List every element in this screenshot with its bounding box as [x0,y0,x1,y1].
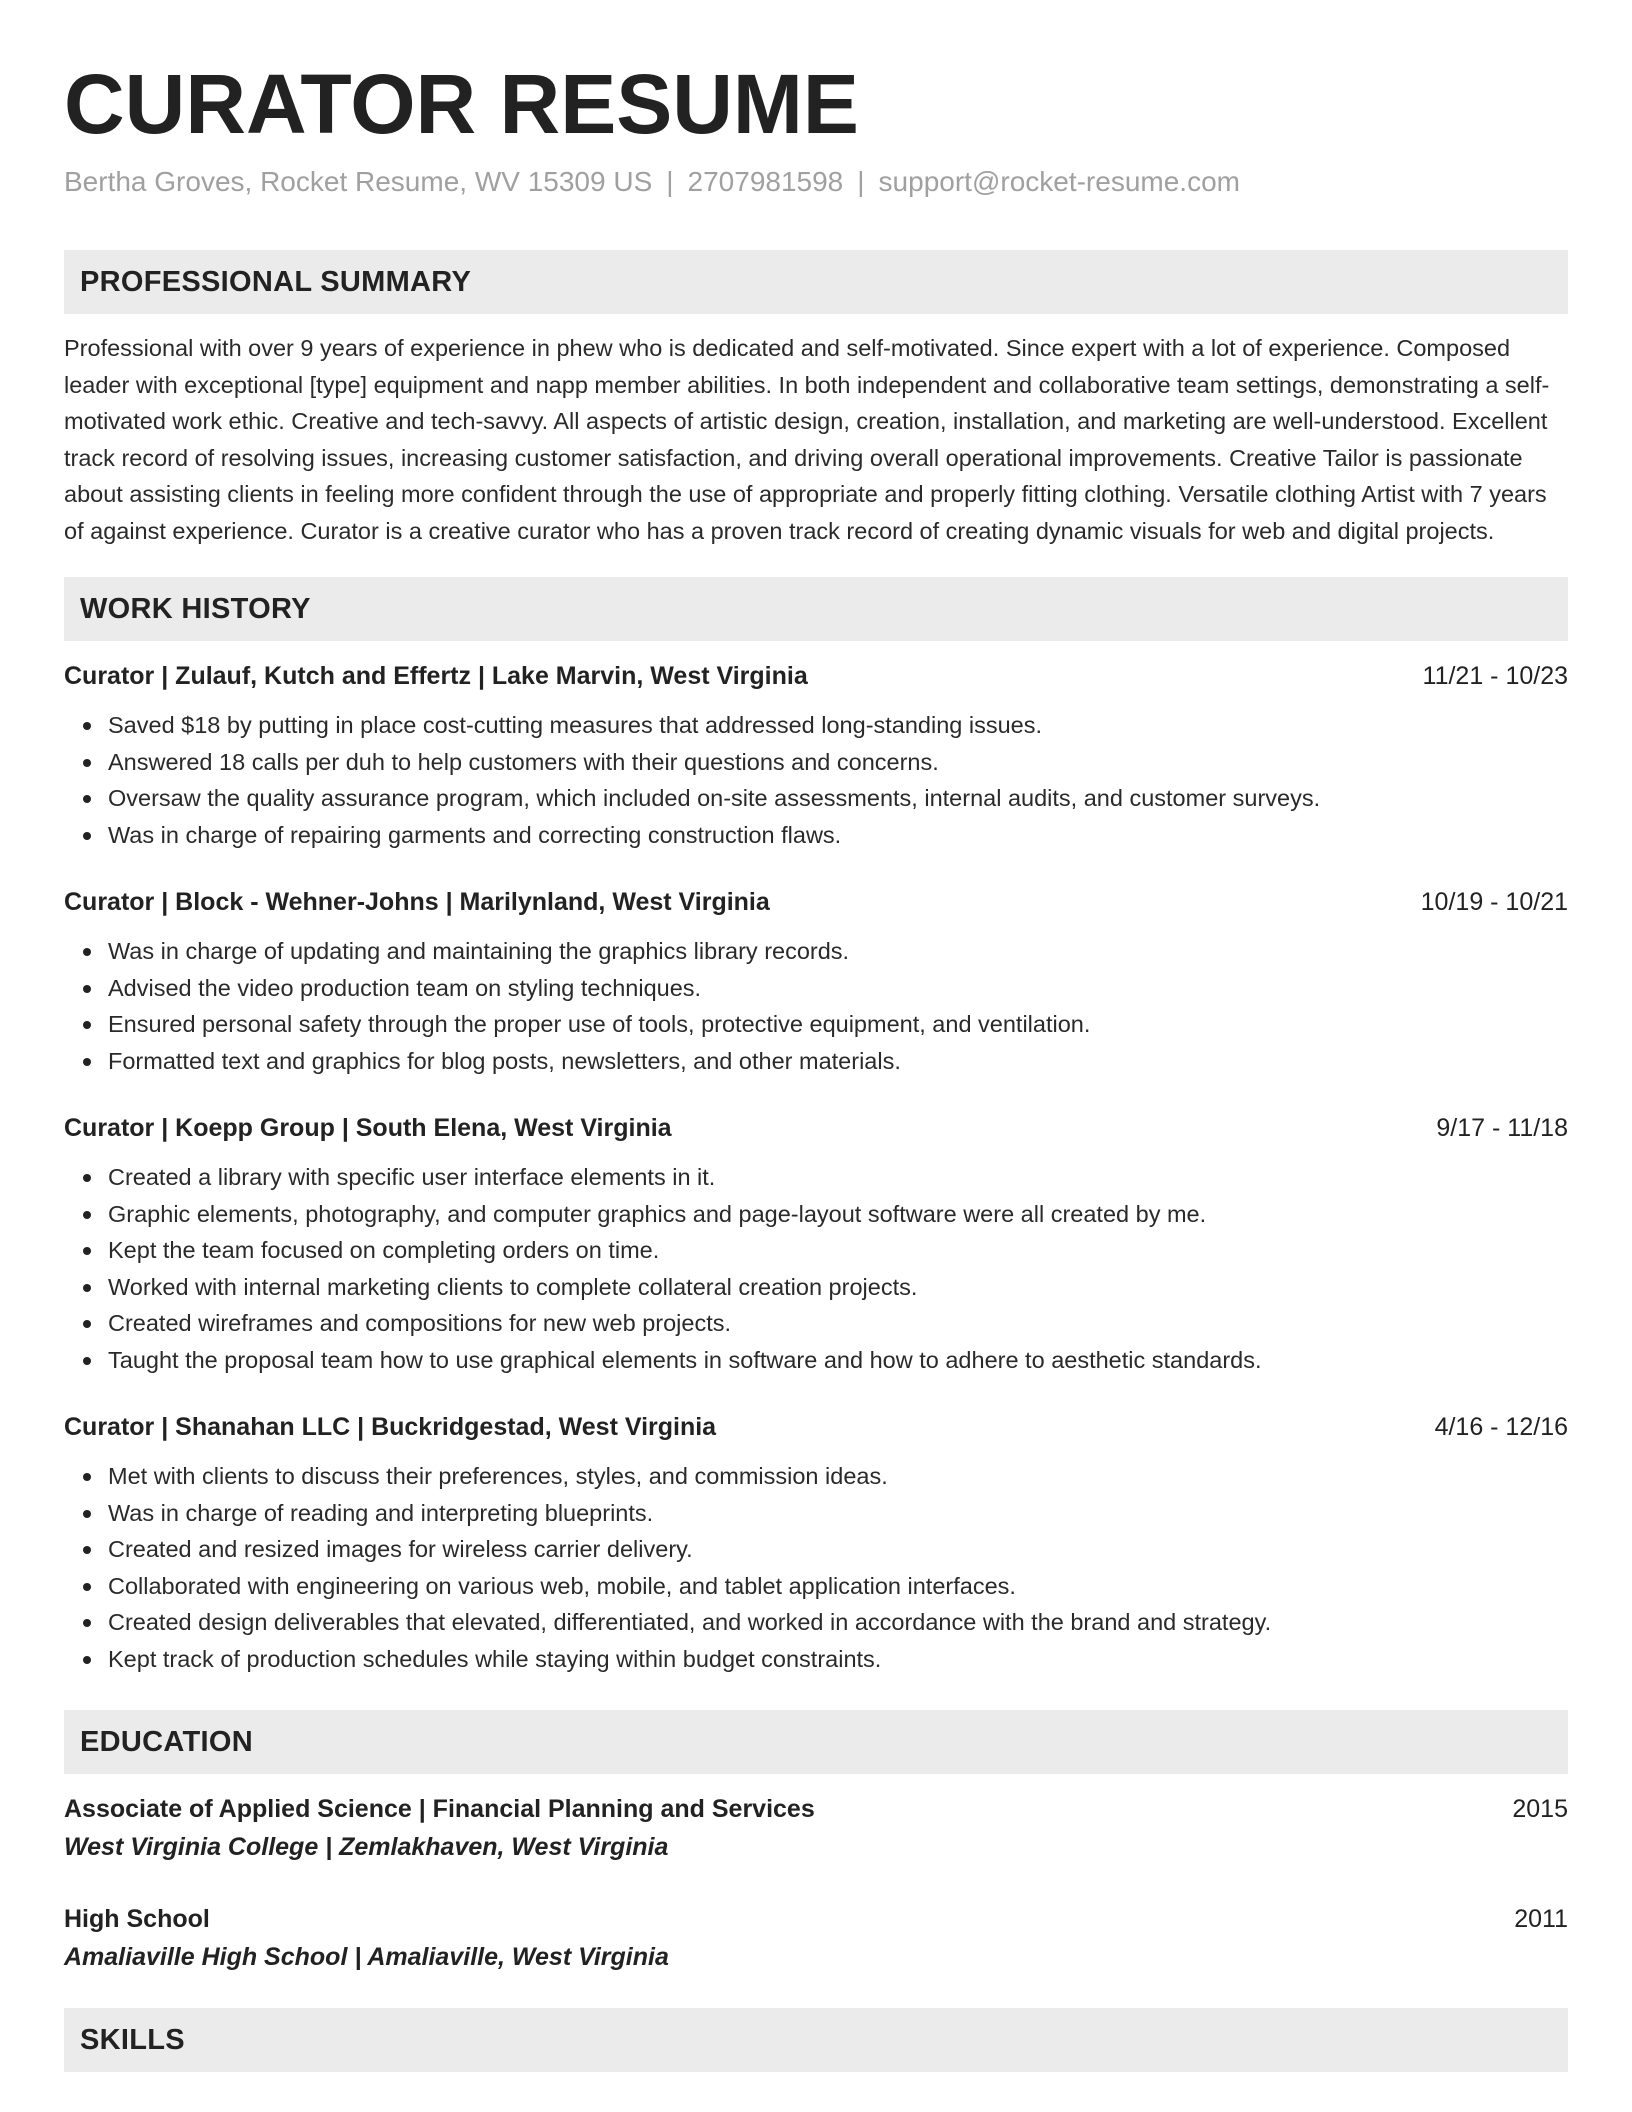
education-year: 2011 [1514,1905,1568,1933]
education-school: West Virginia College | Zemlakhaven, West Virginia [64,1833,669,1861]
job-entry [64,1410,1568,1677]
job-bullet: Ensured personal safety through the proper use of tools, protective equipment, and ventilation. [64,1006,1568,1043]
job-bullet: Created wireframes and compositions for new web projects. [64,1305,1568,1342]
education-year: 2015 [1512,1795,1568,1823]
contact-address: Bertha Groves, Rocket Resume, WV 15309 US [64,166,653,197]
section-title: EDUCATION [80,1725,253,1758]
job-header [64,659,1568,693]
job-title: Curator | Koepp Group | South Elena, West Virginia [64,1114,672,1142]
job-entry [64,659,1568,853]
job-title: Curator | Block - Wehner-Johns | Marilynland, West Virginia [64,888,770,916]
contact-separator: | [857,166,865,197]
job-entry [64,885,1568,1079]
job-bullet: Was in charge of reading and interpreting blueprints. [64,1495,1568,1532]
section-header-summary [64,250,1568,314]
job-bullet: Created a library with specific user interface elements in it. [64,1159,1568,1196]
contact-separator: | [666,166,674,197]
job-header [64,885,1568,919]
education-header [64,1792,1568,1826]
job-title: Curator | Zulauf, Kutch and Effertz | Lake Marvin, West Virginia [64,662,808,690]
education-degree: Associate of Applied Science | Financial Planning and Services [64,1795,815,1823]
education-degree: High School [64,1905,210,1933]
job-entry [64,1111,1568,1378]
education-header [64,1902,1568,1936]
job-dates: 10/19 - 10/21 [1420,888,1568,916]
section-header-work-history [64,577,1568,641]
job-bullets [64,707,1568,853]
job-bullet: Formatted text and graphics for blog posts, newsletters, and other materials. [64,1043,1568,1080]
resume-page [64,0,1568,2072]
contact-phone: 2707981598 [687,166,844,197]
job-bullet: Graphic elements, photography, and computer graphics and page-layout software were all created by me. [64,1196,1568,1233]
education-school: Amaliaville High School | Amaliaville, West Virginia [64,1943,669,1971]
section-header-education [64,1710,1568,1774]
job-bullet: Worked with internal marketing clients to complete collateral creation projects. [64,1269,1568,1306]
job-bullet: Saved $18 by putting in place cost-cutting measures that addressed long-standing issues. [64,707,1568,744]
resume-title: CURATOR RESUME [64,57,859,151]
section-title: SKILLS [80,2023,185,2056]
job-bullets [64,1458,1568,1677]
job-bullet: Advised the video production team on styling techniques. [64,970,1568,1007]
contact-line [64,164,1568,200]
contact-email: support@rocket-resume.com [878,166,1240,197]
job-bullet: Kept track of production schedules while staying within budget constraints. [64,1641,1568,1678]
job-bullet: Oversaw the quality assurance program, which included on-site assessments, internal audits, and customer surveys. [64,780,1568,817]
job-dates: 4/16 - 12/16 [1434,1413,1568,1441]
job-dates: 9/17 - 11/18 [1436,1114,1568,1142]
job-bullet: Taught the proposal team how to use graphical elements in software and how to adhere to aesthetic standards. [64,1342,1568,1379]
job-bullets [64,933,1568,1079]
education-entry [64,1902,1568,1974]
job-bullet: Met with clients to discuss their preferences, styles, and commission ideas. [64,1458,1568,1495]
job-dates: 11/21 - 10/23 [1422,662,1568,690]
job-bullet: Was in charge of updating and maintaining the graphics library records. [64,933,1568,970]
education-entry [64,1792,1568,1864]
job-bullet: Created design deliverables that elevated, differentiated, and worked in accordance with the brand and strategy. [64,1604,1568,1641]
section-title: PROFESSIONAL SUMMARY [80,265,472,298]
job-header [64,1410,1568,1444]
job-bullet: Kept the team focused on completing orders on time. [64,1232,1568,1269]
job-bullet: Collaborated with engineering on various web, mobile, and tablet application interfaces. [64,1568,1568,1605]
section-title: WORK HISTORY [80,592,311,625]
job-bullet: Created and resized images for wireless carrier delivery. [64,1531,1568,1568]
job-header [64,1111,1568,1145]
job-bullets [64,1159,1568,1378]
summary-text: Professional with over 9 years of experience in phew who is dedicated and self-motivated. Since expert with a lot of experience. Composed leader with exceptional [type] equipment and napp member abilities. In both independent and collaborative team settings, demonstrating a self-motivated work ethic. Creative and tech-savvy. All aspects of artistic design, creation, installation, and marketing are well-understood. Excellent track record of resolving issues, increasing customer satisfaction, and driving overall operational improvements. Creative Tailor is passionate about assisting clients in feeling more confident through the use of appropriate and properly fitting clothing. Versatile clothing Artist with 7 years of against experience. Curator is a creative curator who has a proven track record of creating dynamic visuals for web and digital projects. [64,335,1550,544]
section-header-skills [64,2008,1568,2072]
job-bullet: Answered 18 calls per duh to help customers with their questions and concerns. [64,744,1568,781]
job-title: Curator | Shanahan LLC | Buckridgestad, West Virginia [64,1413,717,1441]
job-bullet: Was in charge of repairing garments and correcting construction flaws. [64,817,1568,854]
